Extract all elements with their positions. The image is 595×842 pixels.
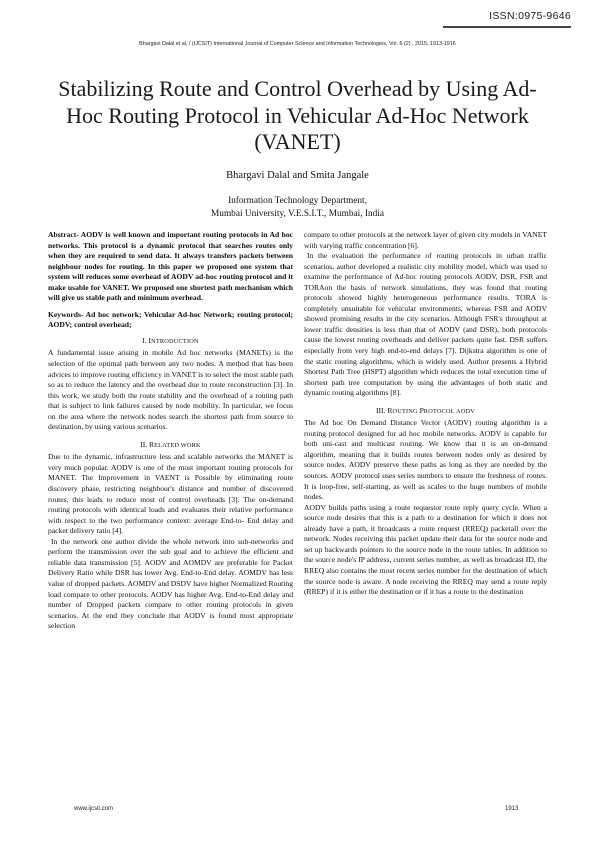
authors: Bhargavi Dalal and Smita Jangale: [226, 170, 369, 181]
keywords: Keywords- Ad hoc network; Vehicular Ad-hoc Network; routing protocol; AODV; control overhead;: [48, 309, 293, 330]
page-number: 1913: [505, 806, 519, 812]
related-work-paragraph-4: In the evaluation the performance of routing protocols in urban traffic scenarios, author developed a realistic city mobility model, which was used to examine the performance of Ad-hoc routing protocols AODV, DSR, FSR and TORAon the basis of network simulations, they was found that routing protocols showed highly heterogeneous performance results. TORA is completely unsuitable for vehicular environments, whereas FSR and AODV showed promising results in the city scenarios. Although FSR's throughput at lower traffic densities is less than that of AODV (and DSR), both protocols cause the lowest routing overheads and deliver packets quite fast. DSR suffers especially from very high end-to-end delays [7]. Dijkstra algorithm is one of the static routing algorithms, which is widely used. Author presents a Hybrid Shortest Path Tree (HSPT) algorithm which reduces the total execution time of shortest path tree computation by using the advantages of both static and dynamic routing algorithms [8].: [304, 251, 547, 398]
section-initial: I: [148, 335, 152, 345]
section-initial: R: [387, 405, 393, 415]
related-work-paragraph-2: In the network one author divide the whole network into sub-networks and perform the transmission over the sub goal and to achieve the efficient and reliable data transmission [5]. AODV and AOMDV are preferable for Packet Delivery Ratio while DSR has lower Avg. End-to-End delay. AOMDV has less value of dropped packets. AOMDV and DSDV have higher Normalized Routing load compare to other protocols. AODV has higher Avg. End-to-End delay and number of Dropped packets compare to other routing protocols in given scenarios. At the end they conclude that AODV is found most appropriate selection: [48, 536, 293, 631]
section-title-rest-2: ROTOCOL: [423, 407, 457, 415]
routing-protocol-paragraph-1: The Ad hoc On Demand Distance Vector (AODV) routing algorithm is a routing protocol designed for ad hoc mobile networks. AODV is capable for both uni-cast and multicast routing. We know that it is an on-demand algorithm, meaning that it builds routes between nodes only as desired by source nodes. AODV preserve these paths as long as they are needed by the sources. AODV protocol uses series numbers to ensure the freshness of routes. It is loop-free, self-starting, as well as scales to the huge numbers of mobile nodes.: [304, 418, 547, 502]
section-title-rest: OUTING: [392, 407, 420, 415]
section-initial: R: [149, 439, 155, 449]
routing-protocol-paragraph-2: AODV builds paths using a route requestor route reply query cycle. When a source node desires that this is a path to a destination for which it does not already have a path, it broadcasts a route request (RREQ) packetall over the network. Nodes receiving this packet update their data for the source node and set up backwards pointers to the source node in the route tables. In addition to the source node's IP address, current series number, as well as broadcast ID, the RREQ also contains the most recent series number for the destination of which the source node is aware. A node receiving the RREQ may send a route reply (RREP) if it is either the destination or if it has a route to the destination: [304, 502, 547, 597]
affiliation-line-1: Information Technology Department,: [228, 196, 367, 206]
section-heading-routing-protocol: [304, 406, 547, 418]
issn-underline: [443, 26, 571, 28]
section-title-tail: AODV: [456, 407, 476, 415]
affiliation-line-2: Mumbai University, V.E.S.I.T., Mumbai, India: [211, 208, 384, 219]
left-column: [48, 230, 293, 632]
section-heading-related-work: [48, 440, 293, 452]
abstract: Abstract- AODV is well known and important routing protocols in Ad hoc networks. This protocol is a dynamic protocol that searches routes only when they are required to send data. It always transfers packets between neighbour nodes for routing. In this paper we proposed one system that system will reduces some overhead of AODV ad-hoc routing protocol and it make usable for VANET. We proposed one shortest path mechanism which will give us stable path and minimum overhead.: [48, 230, 293, 303]
footer-url: www.ijcsit.com: [74, 806, 114, 812]
running-header: Bhargavi Dalal et al, / (IJCSIT) International Journal of Computer Science and Information Technologies, Vol. 6 (2) , 2015, 1913-1916: [139, 41, 456, 47]
section-number: III.: [375, 405, 388, 415]
section-title-rest: NTRODUCTION: [151, 337, 199, 345]
section-number: II.: [140, 439, 150, 449]
section-number: I.: [142, 335, 149, 345]
section-title-rest: ELATED WORK: [154, 441, 201, 449]
issn-label: ISSN:0975-9646: [489, 10, 571, 22]
introduction-paragraph: A fundamental issue arising in mobile Ad hoc networks (MANETs) is the selection of the optimal path between any two nodes. A method that has been advices to improve routing efficiency in VANET is to select the most stable path so as to reduce the latency and the overhead due to route reconstruction [3]. In this work, we study both the route stability and the overhead of a routing path that is subject to link failures caused by node mobility. In particular, we focus on the area where the network nodes search the shortest path from source to destination, by using various scenarios.: [48, 348, 293, 432]
related-work-paragraph-3: compare to other protocols at the network layer of given city models in VANET with varying traffic concentration [6].: [304, 230, 547, 250]
paper-title: Stabilizing Route and Control Overhead by Using Ad-Hoc Routing Protocol in Vehicular Ad-Hoc Network (VANET): [58, 76, 537, 154]
section-heading-introduction: [48, 336, 293, 348]
affiliation: [0, 195, 595, 220]
related-work-paragraph-1: Due to the dynamic, infrastructure less and scalable networks the MANET is very much popular. AODV is one of the most important routing protocols for MANET. The Improvement in VAENT is Possible by eliminating route discovery phase, restricting neighbour's distance and number of discovered routes, this leads to reduce most of control overheads [3]. The on-demand routing protocols with identical loads and evaluates their relative performance with respect to the two performance context: average End-to- End delay and packet delivery ratio [4].: [48, 452, 293, 536]
right-column: [304, 230, 547, 598]
section-initial-2: P: [419, 405, 424, 415]
